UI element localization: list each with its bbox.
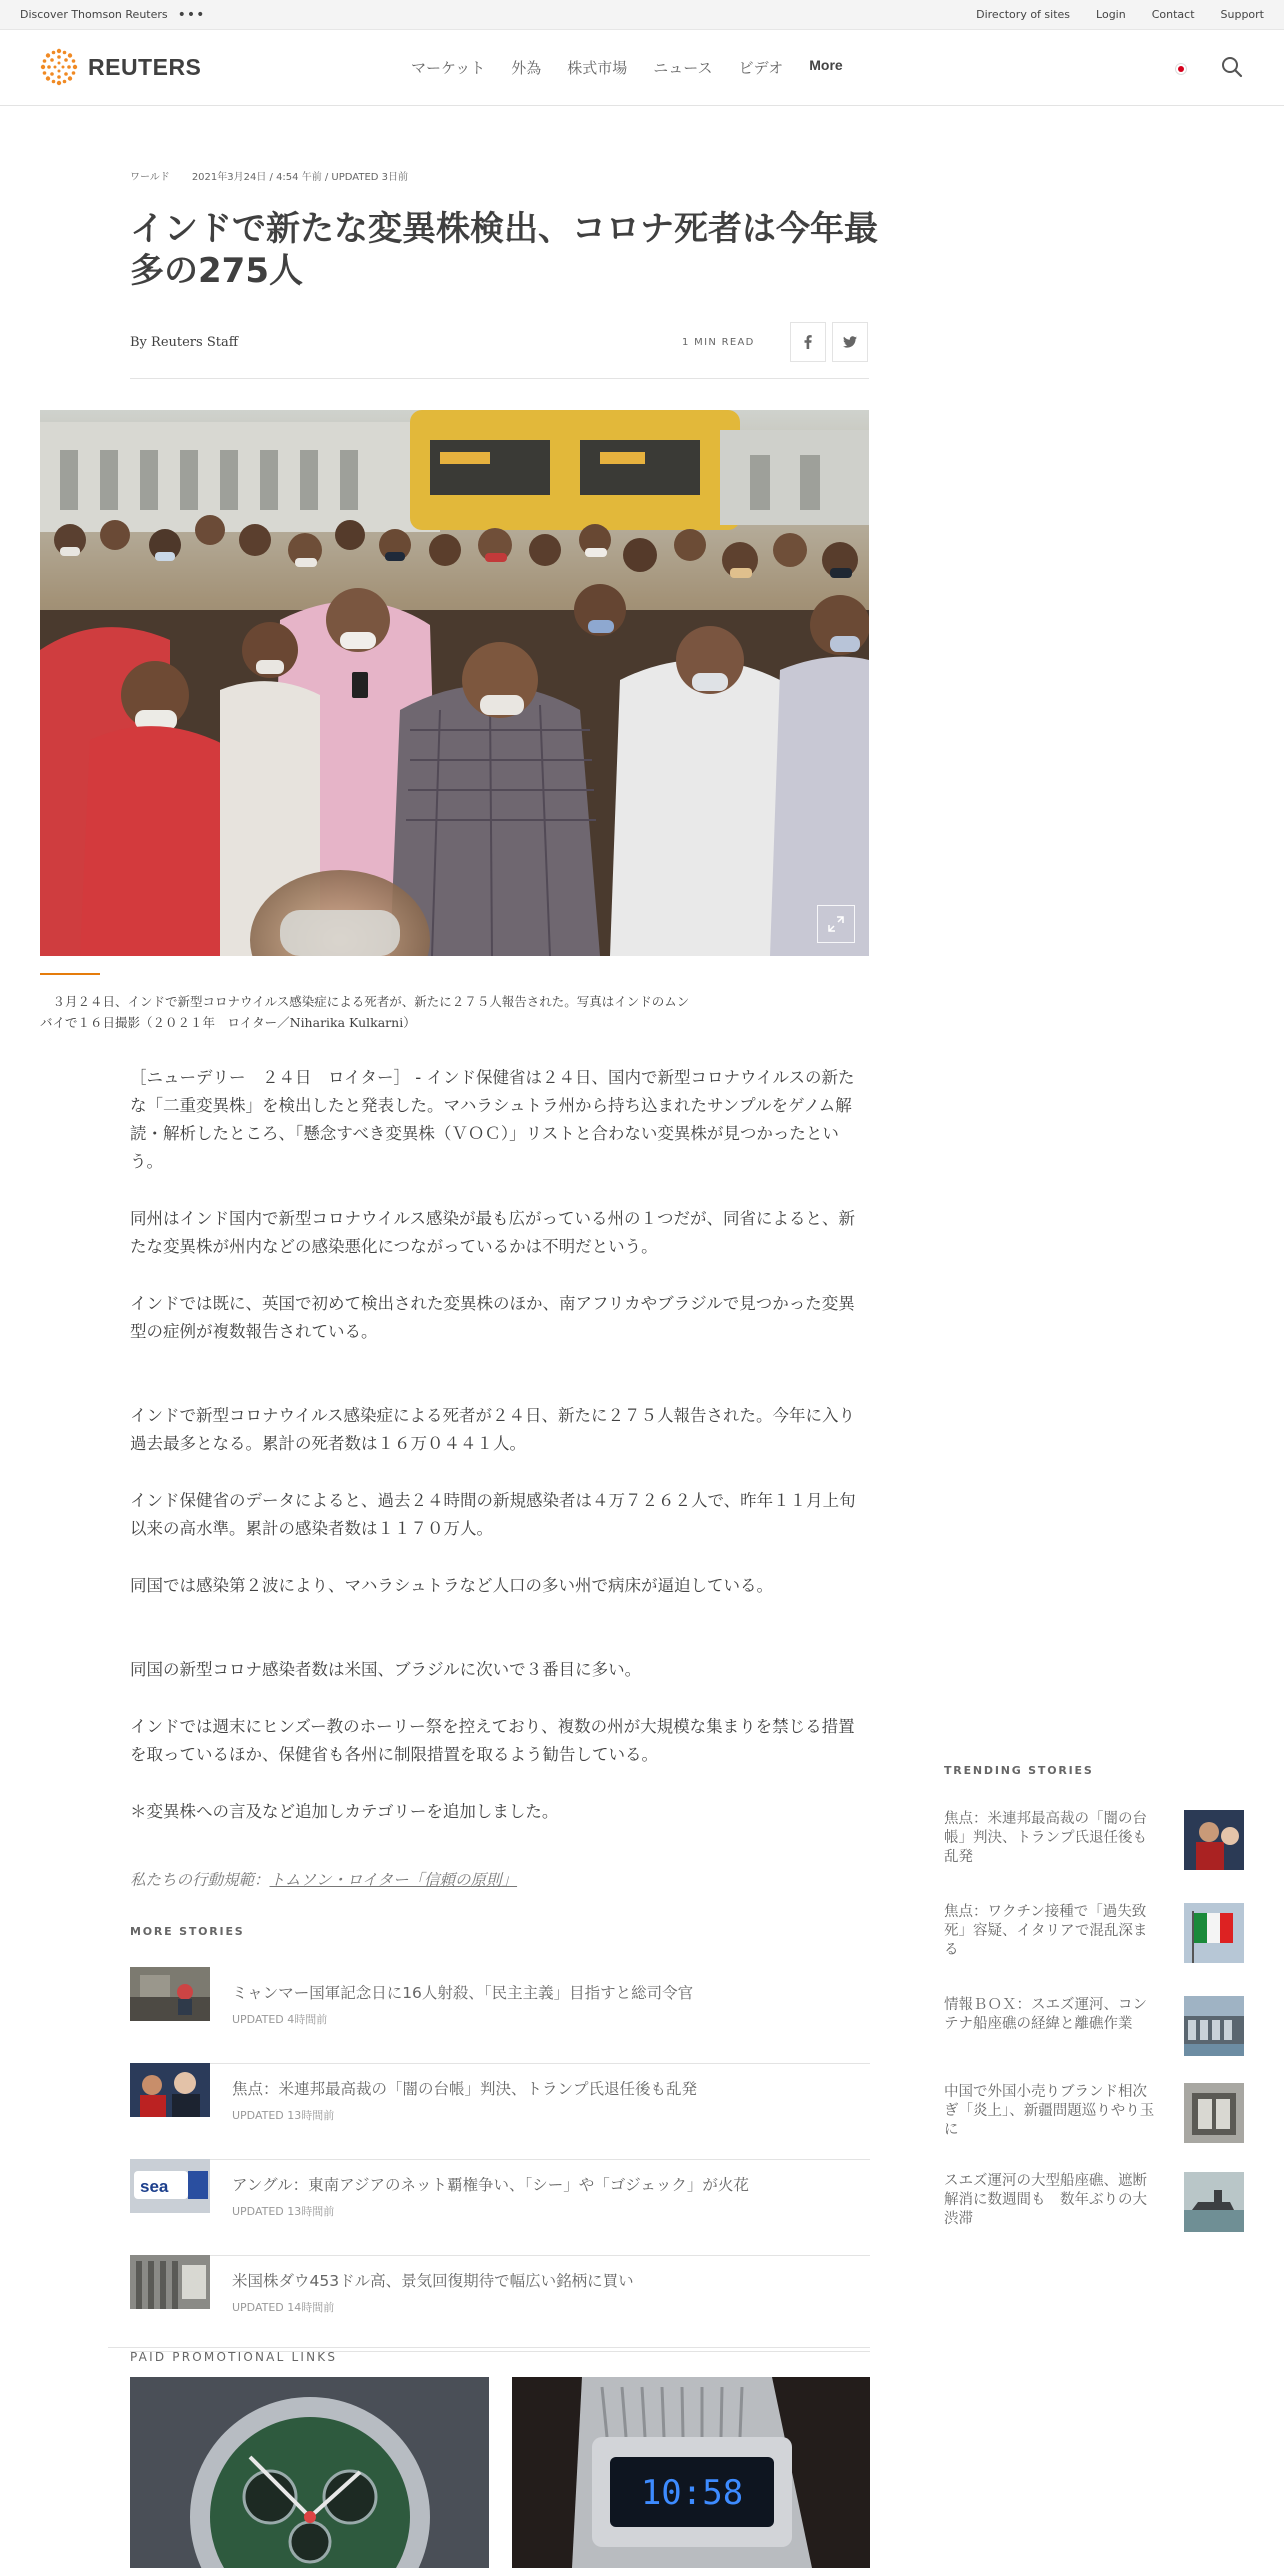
paragraph-6: 同国では感染第２波により、マハラシュトラなど人口の多い州で病床が逼迫している。 [130,1576,774,1595]
trending-title: TRENDING STORIES [944,1764,1094,1777]
trending-item[interactable] [944,1810,1244,1872]
search-icon[interactable] [1221,56,1243,78]
twitter-share-button[interactable] [832,322,868,362]
trending-title-text[interactable]: スエズ運河の大型船座礁、遮断解消に数週間も 数年ぶりの大渋滞 [944,2173,1147,2227]
digital-watch-illustration [512,2377,870,2568]
byline-prefix: By [130,335,152,350]
read-time: 1 MIN READ [682,337,755,348]
byline [130,335,238,350]
trending-item[interactable] [944,1903,1244,1965]
trending-title-text[interactable]: 情報ＢＯＸ：スエズ運河、コンテナ船座礁の経緯と離礁作業 [944,1997,1147,2032]
story-thumbnail [130,1967,210,2021]
facebook-share-button[interactable] [790,322,826,362]
more-dots-icon[interactable]: ••• [177,6,206,23]
watch-display: 10:58 [640,2473,744,2513]
commuters-illustration [40,410,869,956]
paragraph-7: 同国の新型コロナ感染者数は米国、ブラジルに次いで３番目に多い。 [130,1660,642,1679]
article-meta [130,168,408,183]
promo-title: PAID PROMOTIONAL LINKS [130,2350,338,2364]
directory-link[interactable]: Directory of sites [976,8,1071,21]
expand-photo-button[interactable] [817,905,855,943]
reuters-logo-icon [40,48,78,86]
article-body [130,1064,870,1826]
trending-thumbnail [1184,1810,1244,1870]
trending-title-text[interactable]: 中国で外国小売りブランド相次ぎ「炎上」、新疆問題巡りやり玉に [944,2084,1155,2138]
main-nav [411,57,843,78]
site-header [0,30,1284,106]
nav-item-news[interactable]: ニュース [653,59,713,77]
story-thumbnail [130,2159,210,2213]
nav-item-fx[interactable]: 外為 [511,59,542,77]
nav-item-more[interactable]: More [809,57,843,73]
promo-card-watch-1[interactable] [130,2377,489,2568]
watch-illustration [130,2377,489,2568]
trending-thumbnail [1184,1996,1244,2056]
nav-item-stocks[interactable]: 株式市場 [567,59,628,77]
logo-text: REUTERS [88,53,202,80]
story-title[interactable]: 焦点：米連邦最高裁の「闇の台帳」判決、トランプ氏退任後も乱発 [232,2080,698,2098]
hero-photo[interactable] [40,410,869,956]
principles-link[interactable]: トムソン・ロイター「信頼の原則」 [269,1871,518,1889]
paragraph-9: ＊変異株への言及など追加しカテゴリーを追加しました。 [130,1802,559,1821]
more-story-item[interactable] [130,2159,870,2256]
trending-title-text[interactable]: 焦点：ワクチン接種で「過失致死」容疑、イタリアで混乱深まる [944,1904,1148,1958]
story-title[interactable]: 米国株ダウ453ドル高、景気回復期待で幅広い銘柄に買い [232,2272,634,2290]
dateline: 2021年3月24日 / 4:54 午前 / UPDATED 3日前 [191,172,409,183]
trending-thumbnail [1184,1903,1244,1963]
story-thumbnail [130,2063,210,2117]
paragraph-3: インドでは既に、英国で初めて検出された変異株のほか、南アフリカやブラジルで見つかった変異型の症例が複数報告されている。 [130,1294,855,1341]
discover-link[interactable]: Discover Thomson Reuters [20,8,168,21]
principles-prefix: 私たちの行動規範： [130,1871,270,1889]
nav-item-markets[interactable]: マーケット [411,59,486,77]
paragraph-1: ［ニューデリー ２４日 ロイター］ - インド保健省は２４日、国内で新型コロナウイルスの新たな「二重変異株」を検出したと発表した。マハラシュトラ州から持ち込まれたサンプルをゲノム解読・解析したところ、「懸念すべき変異株（ＶＯＣ）」リストと合わない変異株が見つかったという。 [130,1068,855,1171]
promo-card-watch-2[interactable] [512,2377,870,2568]
facebook-icon [804,335,812,349]
section-label[interactable]: ワールド [130,172,170,183]
paragraph-4: インドで新型コロナウイルス感染症による死者が２４日、新たに２７５人報告された。今年に入り過去最多となる。累計の死者数は１６万０４４１人。 [130,1406,856,1453]
photo-caption: ３月２４日、インドで新型コロナウイルス感染症による死者が、新たに２７５人報告された。写真はインドのムンバイで１６日撮影（２０２１年 ロイター／Niharika Kulkarni） [40,994,690,1030]
divider [130,378,869,379]
story-updated: UPDATED 13時間前 [232,2205,335,2218]
trending-thumbnail [1184,2083,1244,2143]
caption-accent-rule [40,973,100,975]
more-story-item[interactable] [130,2255,870,2352]
svg-text:sea: sea [140,2177,169,2196]
story-title[interactable]: ミャンマー国軍記念日に16人射殺、「民主主義」目指すと総司令官 [232,1984,694,2002]
story-title[interactable]: アングル：東南アジアのネット覇権争い、「シー」や「ゴジェック」が火花 [232,2176,749,2194]
trending-item[interactable] [944,2083,1244,2145]
trending-item[interactable] [944,1996,1244,2058]
more-story-item[interactable] [130,2063,870,2160]
support-link[interactable]: Support [1220,8,1264,21]
trust-principles [130,1868,517,1890]
contact-link[interactable]: Contact [1151,8,1195,21]
story-thumbnail [130,2255,210,2309]
paragraph-8: インドでは週末にヒンズー教のホーリー祭を控えており、複数の州が大規模な集まりを禁じる措置を取っているほか、保健省も各州に制限措置を取るよう勧告している。 [130,1717,855,1764]
twitter-icon [843,336,857,348]
paragraph-5: インド保健省のデータによると、過去２４時間の新規感染者は４万７２６２人で、昨年１１月上旬以来の高水準。累計の感染者数は１１７０万人。 [130,1491,856,1538]
paragraph-2: 同州はインド国内で新型コロナウイルス感染が最も広がっている州の１つだが、同省によると、新たな変異株が州内などの感染悪化につながっているかは不明だという。 [130,1209,856,1256]
expand-icon [818,906,854,942]
byline-author[interactable]: Reuters Staff [151,335,238,350]
utility-bar [0,0,1284,30]
japan-flag-icon[interactable] [1175,63,1187,75]
login-link[interactable]: Login [1096,8,1126,21]
more-stories-title: MORE STORIES [130,1925,245,1938]
trending-title-text[interactable]: 焦点：米連邦最高裁の「闇の台帳」判決、トランプ氏退任後も乱発 [944,1811,1147,1865]
reuters-logo[interactable] [40,48,201,86]
headline: インドで新たな変異株検出、コロナ死者は今年最多の275人 [130,209,878,291]
story-updated: UPDATED 14時間前 [232,2301,335,2314]
story-updated: UPDATED 13時間前 [232,2109,335,2122]
more-story-item[interactable] [130,1967,870,2064]
trending-thumbnail [1184,2172,1244,2232]
story-updated: UPDATED 4時間前 [232,2013,328,2026]
promo-divider [108,2347,870,2348]
trending-item[interactable] [944,2172,1244,2234]
nav-item-video[interactable]: ビデオ [738,59,784,77]
